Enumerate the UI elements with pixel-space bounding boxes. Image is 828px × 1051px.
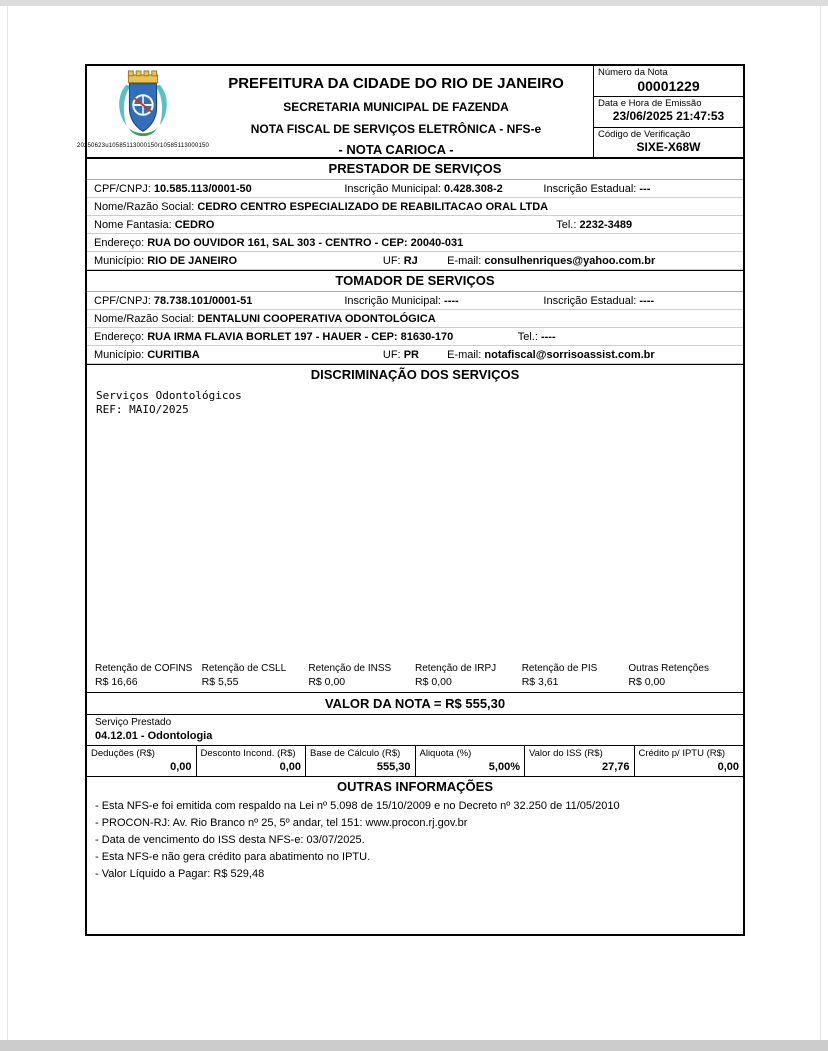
outras-info-line: - Esta NFS-e não gera crédito para abatimento no IPTU. [95, 851, 371, 864]
tomador-cpf-cnpj-value: 78.738.101/0001-51 [153, 295, 253, 307]
nfse-invoice [76, 64, 745, 936]
retencao-outras-label: Outras Retenções [628, 663, 709, 674]
tomador-inscricao-municipal-value: ---- [444, 295, 459, 307]
verification-value: SIXE-X68W [636, 139, 701, 154]
tomador-tel-value: ---- [540, 331, 556, 343]
scan-edge-right [820, 6, 821, 1040]
service-description-line: REF: MAIO/2025 [96, 403, 189, 417]
calc-aliquota [416, 746, 526, 776]
prestador-endereco-value: RUA DO OUVIDOR 161, SAL 303 - CENTRO - CEP: 20040-031 [147, 237, 464, 249]
scan-edge-left [7, 6, 8, 1040]
retencao-pis [522, 663, 629, 688]
outras-info-line: - Valor Líquido a Pagar: R$ 529,48 [95, 868, 265, 881]
prestador-municipio-value: RIO DE JANEIRO [147, 255, 238, 267]
calc-base-value: 555,30 [376, 761, 411, 773]
nota-number-box [594, 66, 743, 97]
retencao-cofins-label: Retenção de COFINS [95, 663, 193, 674]
calc-desconto-value: 0,00 [279, 761, 301, 773]
calc-aliquota-label: Aliquota (%) [419, 748, 472, 759]
retencao-csll-label: Retenção de CSLL [201, 663, 287, 674]
scan-edge-bottom [0, 1040, 828, 1051]
prestador-fantasia-value: CEDRO [174, 219, 215, 231]
prestador-row-razao [87, 198, 743, 216]
tomador-endereco-label: Endereço: [94, 331, 145, 343]
prestador-uf-label: UF: [382, 255, 401, 267]
retencao-irpj [415, 663, 522, 688]
prestador-row-fantasia [87, 216, 743, 234]
header-titles [199, 66, 593, 157]
nota-number-label: Número da Nota [598, 67, 668, 78]
tomador-endereco-value: RUA IRMA FLAVIA BORLET 197 - HAUER - CEP: 81630-170 [147, 331, 454, 343]
calc-credito-iptu [635, 746, 744, 776]
emission-box [594, 97, 743, 128]
service-description [87, 385, 743, 661]
logo-caption: 20250623u10585113000150r10585113000150 [76, 143, 210, 149]
tomador-inscricao-municipal-label: Inscrição Municipal: [344, 295, 441, 307]
tomador-uf-label: UF: [382, 349, 401, 361]
retencao-csll [202, 663, 309, 688]
prestador-fantasia-label: Nome Fantasia: [94, 219, 172, 231]
prestador-tel-label: Tel.: [556, 219, 577, 231]
calc-base [306, 746, 416, 776]
tomador-cpf-cnpj-label: CPF/CNPJ: [94, 295, 151, 307]
outras-info-line: - Esta NFS-e foi emitida com respaldo na Lei nº 5.098 de 15/10/2009 e no Decreto nº 32.250 de 11/05/2010 [95, 800, 620, 812]
prestador-inscricao-estadual-label: Inscrição Estadual: [543, 183, 637, 195]
prestador-endereco-label: Endereço: [94, 237, 145, 249]
tomador-row-endereco [87, 328, 743, 346]
tomador-row-municipio [87, 346, 743, 364]
retencao-cofins [95, 663, 202, 688]
calc-iss-value: 27,76 [601, 761, 630, 773]
tomador-section-title: TOMADOR DE SERVIÇOS [87, 270, 743, 292]
retencao-inss [308, 663, 415, 688]
verification-box [594, 128, 743, 158]
tomador-razao-value: DENTALUNI COOPERATIVA ODONTOLÓGICA [197, 313, 436, 325]
prestador-row-municipio [87, 252, 743, 270]
calc-iss [525, 746, 635, 776]
prestador-email-label: E-mail: [447, 255, 482, 267]
retencao-cofins-value: R$ 16,66 [95, 676, 138, 688]
servico-prestado-value: 04.12.01 - Odontologia [95, 730, 213, 742]
retencao-outras-value: R$ 0,00 [628, 676, 666, 688]
prestador-razao-value: CEDRO CENTRO ESPECIALIZADO DE REABILITACAO ORAL LTDA [197, 201, 549, 213]
servicos-section-title: DISCRIMINAÇÃO DOS SERVIÇOS [87, 364, 743, 385]
prestador-cpf-cnpj-label: CPF/CNPJ: [94, 183, 151, 195]
retencao-pis-value: R$ 3,61 [521, 676, 559, 688]
prestador-email-value: consulhenriques@yahoo.com.br [484, 255, 656, 267]
prestador-razao-label: Nome/Razão Social: [94, 201, 195, 213]
tomador-row-razao [87, 310, 743, 328]
calc-desconto [197, 746, 307, 776]
tomador-inscricao-estadual-value: ---- [639, 295, 655, 307]
prestador-inscricao-estadual-value: --- [639, 183, 651, 195]
outras-info-line: - Data de vencimento do ISS desta NFS-e: 03/07/2025. [95, 834, 365, 847]
prestador-inscricao-municipal-label: Inscrição Municipal: [344, 183, 441, 195]
retencao-pis-label: Retenção de PIS [521, 663, 598, 674]
calc-base-label: Base de Cálculo (R$) [310, 748, 401, 759]
tomador-razao-label: Nome/Razão Social: [94, 313, 195, 325]
calc-deducoes-label: Deduções (R$) [91, 748, 155, 759]
city-title: PREFEITURA DA CIDADE DO RIO DE JANEIRO [228, 75, 564, 92]
retencao-irpj-label: Retenção de IRPJ [415, 663, 497, 674]
servico-prestado-block [87, 715, 743, 746]
service-description-line: Serviços Odontológicos [96, 389, 242, 402]
verification-label: Código de Verificação [598, 128, 691, 140]
prestador-cpf-cnpj-value: 10.585.113/0001-50 [153, 183, 252, 195]
prestador-uf-value: RJ [403, 255, 418, 267]
scan-edge-top [0, 0, 828, 6]
prestador-row-endereco [87, 234, 743, 252]
retencao-outras [628, 663, 735, 688]
calc-deducoes-value: 0,00 [170, 761, 192, 773]
calculo-table [87, 746, 743, 777]
prestador-municipio-label: Município: [94, 255, 145, 267]
calc-deducoes [87, 746, 197, 776]
retencao-inss-label: Retenção de INSS [308, 663, 392, 674]
tomador-row-registro [87, 292, 743, 310]
outras-info-body [87, 797, 743, 884]
tomador-municipio-value: CURITIBA [147, 349, 200, 361]
tomador-email-value: notafiscal@sorrisoassist.com.br [484, 349, 655, 361]
retencoes-row [87, 661, 743, 692]
invoice-header [76, 66, 743, 159]
calc-credito-iptu-value: 0,00 [717, 761, 739, 773]
doc-type-title: NOTA FISCAL DE SERVIÇOS ELETRÔNICA - NFS-e [250, 122, 542, 136]
calc-aliquota-value: 5,00% [488, 761, 520, 773]
nota-number-value: 00001229 [637, 78, 700, 94]
prestador-inscricao-municipal-value: 0.428.308-2 [444, 183, 503, 195]
doc-name-title: - NOTA CARIOCA - [338, 142, 454, 157]
emission-label: Data e Hora de Emissão [598, 98, 702, 109]
tomador-uf-value: PR [403, 349, 419, 361]
logo-cell [76, 66, 210, 157]
valor-da-nota: VALOR DA NOTA = R$ 555,30 [87, 692, 743, 715]
calc-credito-iptu-label: Crédito p/ IPTU (R$) [638, 748, 726, 759]
servico-prestado-label: Serviço Prestado [95, 717, 172, 728]
tomador-inscricao-estadual-label: Inscrição Estadual: [543, 295, 637, 307]
tomador-municipio-label: Município: [94, 349, 145, 361]
prestador-row-registro [87, 180, 743, 198]
prestador-tel-value: 2232-3489 [579, 219, 633, 231]
retencao-irpj-value: R$ 0,00 [415, 676, 452, 688]
outras-info-line: - PROCON-RJ: Av. Rio Branco nº 25, 5º andar, tel 151: www.procon.rj.gov.br [95, 817, 468, 830]
tomador-email-label: E-mail: [447, 349, 482, 361]
retencao-csll-value: R$ 5,55 [201, 676, 239, 688]
outras-section-title: OUTRAS INFORMAÇÕES [337, 779, 493, 794]
secretary-title: SECRETARIA MUNICIPAL DE FAZENDA [283, 100, 509, 114]
header-info [593, 66, 743, 157]
tomador-tel-label: Tel.: [517, 331, 538, 343]
calc-desconto-label: Desconto Incond. (R$) [200, 748, 296, 759]
prestador-section-title: PRESTADOR DE SERVIÇOS [87, 159, 743, 180]
calc-iss-label: Valor do ISS (R$) [529, 748, 603, 759]
emission-value: 23/06/2025 21:47:53 [612, 109, 725, 123]
retencao-inss-value: R$ 0,00 [308, 676, 346, 688]
rio-coat-of-arms-logo [114, 69, 172, 141]
